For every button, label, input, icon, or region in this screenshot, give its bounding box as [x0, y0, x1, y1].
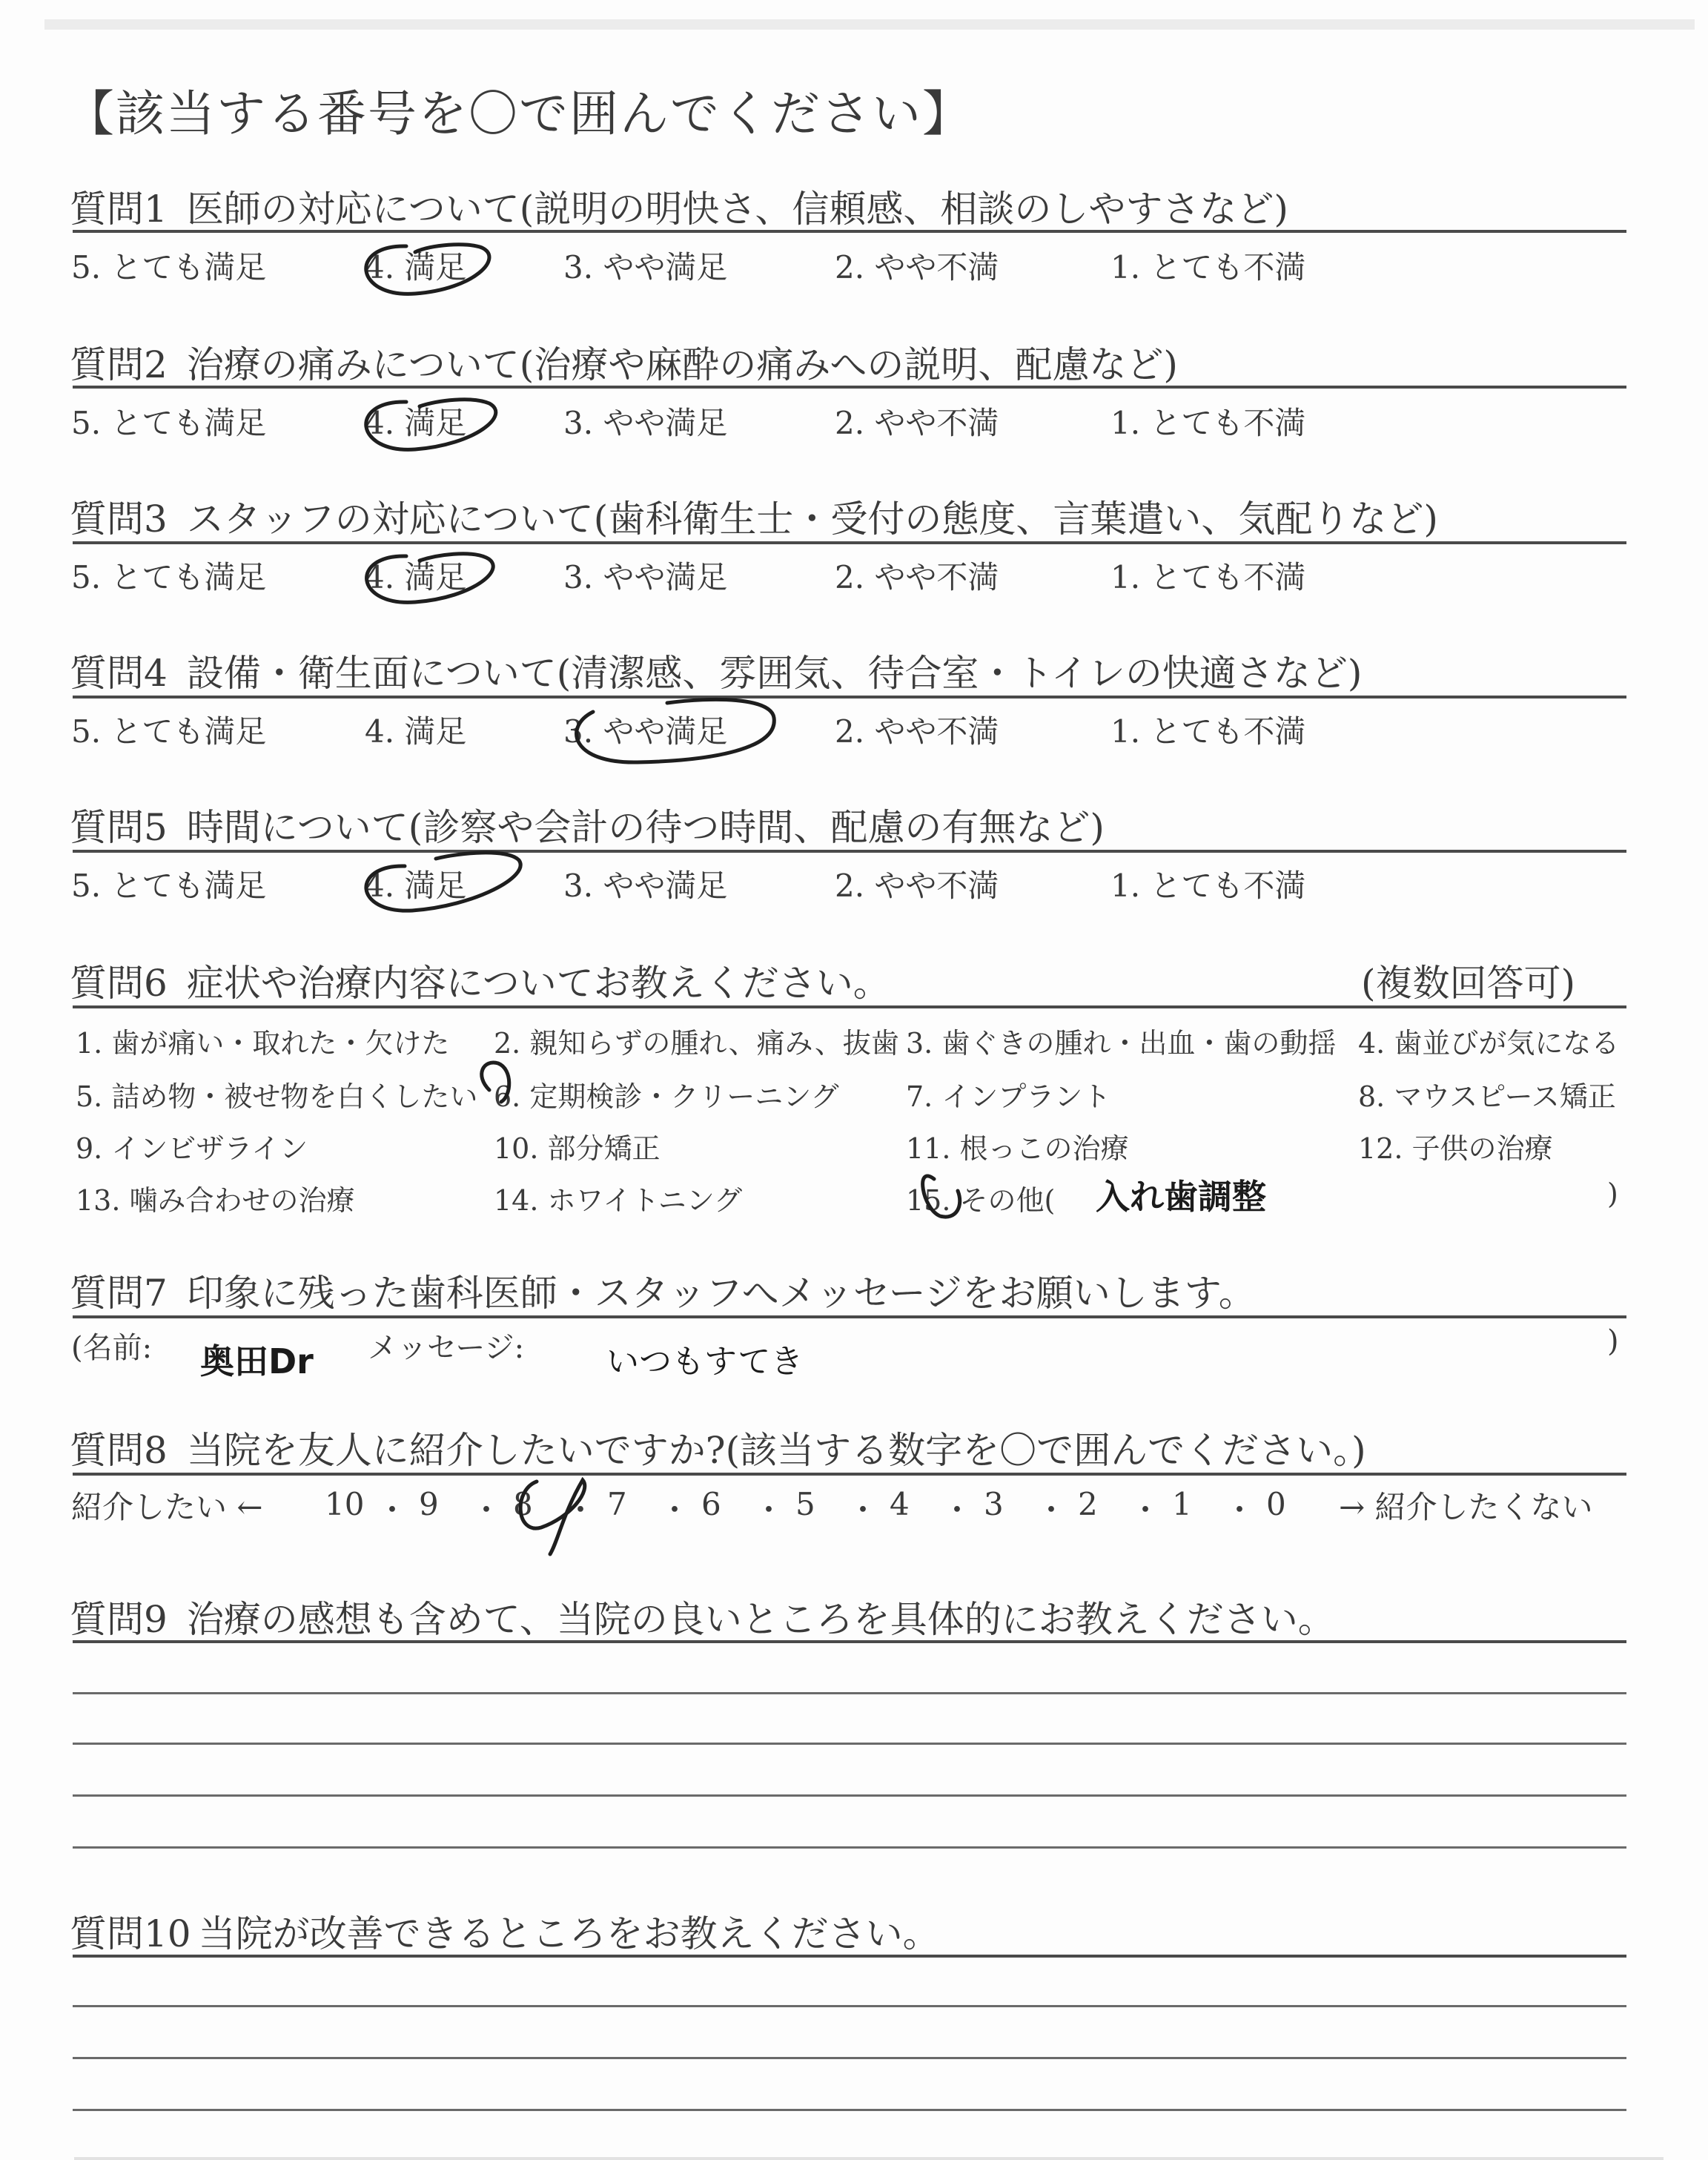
q8-scale-separator: ・ [941, 1492, 973, 1528]
question-2-rule [73, 386, 1626, 389]
q8-scale-1[interactable]: 1 [1172, 1486, 1192, 1522]
question-4-rule [73, 696, 1626, 698]
q7-message-label: メッセージ: [368, 1331, 525, 1365]
q8-scale-separator: ・ [847, 1492, 879, 1528]
q9-line-2[interactable] [73, 1692, 1626, 1694]
question-6-note: (複数回答可) [1361, 962, 1576, 1005]
question-3-rule [73, 541, 1626, 544]
q1-option-4[interactable]: 4. 満足 [365, 249, 467, 285]
q4-option-1[interactable]: 1. とても不満 [1110, 713, 1306, 750]
q8-scale-separator: ・ [659, 1492, 691, 1528]
q5-option-4[interactable]: 4. 満足 [365, 868, 467, 904]
question-4-title: 質問4 設備・衛生面について(清潔感、雰囲気、待合室・トイレの快適さなど) [70, 652, 1363, 695]
q8-scale-10[interactable]: 10 [325, 1486, 365, 1522]
q6-other-close: ) [1607, 1178, 1618, 1210]
question-9-title: 質問9 治療の感想も含めて、当院の良いところを具体的にお教えください。 [70, 1598, 1335, 1641]
q6-item-3[interactable]: 3. 歯ぐきの腫れ・出血・歯の動揺 [906, 1027, 1337, 1060]
q6-other-answer[interactable]: 入れ歯調整 [1096, 1177, 1266, 1217]
q8-scale-7[interactable]: 7 [607, 1486, 627, 1522]
q8-left-label: 紹介したい ← [71, 1489, 263, 1525]
q6-item-8[interactable]: 8. マウスピース矯正 [1358, 1080, 1616, 1113]
question-1-rule [73, 230, 1626, 233]
q1-option-5[interactable]: 5. とても満足 [71, 249, 267, 285]
q10-line-1 [73, 1955, 1626, 1958]
q6-item-9[interactable]: 9. インビザライン [76, 1132, 308, 1165]
q3-option-4[interactable]: 4. 満足 [365, 559, 467, 595]
q7-close-paren: ) [1607, 1324, 1619, 1358]
q10-line-2[interactable] [73, 2005, 1626, 2007]
q8-scale-separator: ・ [377, 1492, 408, 1528]
question-7-title: 質問7 印象に残った歯科医師・スタッフへメッセージをお願いします。 [70, 1272, 1256, 1315]
q5-option-5[interactable]: 5. とても満足 [71, 868, 267, 904]
q4-option-3[interactable]: 3. やや満足 [563, 713, 728, 750]
q2-option-4[interactable]: 4. 満足 [365, 405, 467, 441]
q8-scale-4[interactable]: 4 [890, 1486, 910, 1522]
q8-scale-3[interactable]: 3 [984, 1486, 1004, 1522]
q1-option-1[interactable]: 1. とても不満 [1110, 249, 1306, 285]
question-7-rule [73, 1315, 1626, 1318]
q6-item-15[interactable]: 15. その他( [906, 1184, 1056, 1217]
q7-name-value[interactable]: 奥田Dr [200, 1341, 314, 1381]
q1-option-3[interactable]: 3. やや満足 [563, 249, 728, 285]
q10-line-4[interactable] [73, 2109, 1626, 2111]
q9-line-4[interactable] [73, 1794, 1626, 1797]
q10-line-3[interactable] [73, 2057, 1626, 2059]
question-6-rule [73, 1005, 1626, 1008]
q9-line-5[interactable] [73, 1846, 1626, 1849]
q3-option-1[interactable]: 1. とても不満 [1110, 559, 1306, 595]
q8-scale-5[interactable]: 5 [795, 1486, 815, 1522]
q7-message-value[interactable]: いつもすてき [606, 1343, 804, 1381]
page-heading: 【該当する番号を〇で囲んでください】 [65, 85, 973, 142]
q2-option-1[interactable]: 1. とても不満 [1110, 405, 1306, 441]
q8-scale-separator: ・ [753, 1492, 785, 1528]
q8-scale-separator: ・ [1224, 1492, 1256, 1528]
question-10-title: 質問10 当院が改善できるところをお教えください。 [70, 1912, 940, 1955]
question-3-title: 質問3 スタッフの対応について(歯科衛生士・受付の態度、言葉遣い、気配りなど) [70, 498, 1438, 541]
q2-option-5[interactable]: 5. とても満足 [71, 405, 267, 441]
q6-item-10[interactable]: 10. 部分矯正 [494, 1132, 661, 1165]
q8-scale-9[interactable]: 9 [419, 1486, 439, 1522]
question-5-rule [73, 850, 1626, 853]
question-8-rule [73, 1473, 1626, 1476]
question-8-title: 質問8 当院を友人に紹介したいですか?(該当する数字を〇で囲んでください。) [70, 1429, 1366, 1472]
q7-name-label: (名前: [71, 1331, 153, 1365]
q5-option-2[interactable]: 2. やや不満 [835, 868, 999, 904]
q8-scale-separator: ・ [1036, 1492, 1068, 1528]
question-6-title: 質問6 症状や治療内容についてお教えください。 [70, 962, 890, 1005]
question-5-title: 質問5 時間について(診察や会計の待つ時間、配慮の有無など) [70, 806, 1105, 849]
q3-option-2[interactable]: 2. やや不満 [835, 559, 999, 595]
scan-bottom-edge [74, 2157, 1664, 2160]
q8-scale-0[interactable]: 0 [1266, 1486, 1286, 1522]
q8-scale-6[interactable]: 6 [701, 1486, 721, 1522]
q6-item-11[interactable]: 11. 根っこの治療 [906, 1132, 1129, 1165]
q6-item-1[interactable]: 1. 歯が痛い・取れた・欠けた [76, 1027, 450, 1060]
q6-item-7[interactable]: 7. インプラント [906, 1080, 1111, 1113]
q6-item-12[interactable]: 12. 子供の治療 [1358, 1132, 1553, 1165]
q6-item-4[interactable]: 4. 歯並びが気になる [1358, 1027, 1620, 1060]
q3-option-5[interactable]: 5. とても満足 [71, 559, 267, 595]
q6-item-14[interactable]: 14. ホワイトニング [494, 1184, 743, 1217]
q8-scale-separator: ・ [471, 1492, 503, 1528]
q4-option-2[interactable]: 2. やや不満 [835, 713, 999, 750]
q8-scale-separator: ・ [1130, 1492, 1162, 1528]
q3-option-3[interactable]: 3. やや満足 [563, 559, 728, 595]
q8-right-label: → 紹介したくない [1339, 1489, 1593, 1525]
q2-option-2[interactable]: 2. やや不満 [835, 405, 999, 441]
q4-option-5[interactable]: 5. とても満足 [71, 713, 267, 750]
q8-scale-2[interactable]: 2 [1078, 1486, 1098, 1522]
q9-line-3[interactable] [73, 1743, 1626, 1745]
q6-item-6[interactable]: 6. 定期検診・クリーニング [494, 1080, 839, 1113]
q2-option-3[interactable]: 3. やや満足 [563, 405, 728, 441]
q8-scale-8[interactable]: 8 [513, 1486, 533, 1522]
q1-option-2[interactable]: 2. やや不満 [835, 249, 999, 285]
question-2-title: 質問2 治療の痛みについて(治療や麻酔の痛みへの説明、配慮など) [70, 343, 1178, 386]
scan-top-edge [44, 19, 1695, 30]
q9-line-1 [73, 1640, 1626, 1643]
q4-option-4[interactable]: 4. 満足 [365, 713, 467, 750]
q6-item-5[interactable]: 5. 詰め物・被せ物を白くしたい [76, 1080, 478, 1113]
q6-item-2[interactable]: 2. 親知らずの腫れ、痛み、抜歯 [494, 1027, 899, 1060]
q5-option-3[interactable]: 3. やや満足 [563, 868, 728, 904]
q8-scale-separator: ・ [565, 1492, 597, 1528]
q5-option-1[interactable]: 1. とても不満 [1110, 868, 1306, 904]
question-1-title: 質問1 医師の対応について(説明の明快さ、信頼感、相談のしやすさなど) [70, 188, 1288, 231]
q6-item-13[interactable]: 13. 噛み合わせの治療 [76, 1184, 355, 1217]
